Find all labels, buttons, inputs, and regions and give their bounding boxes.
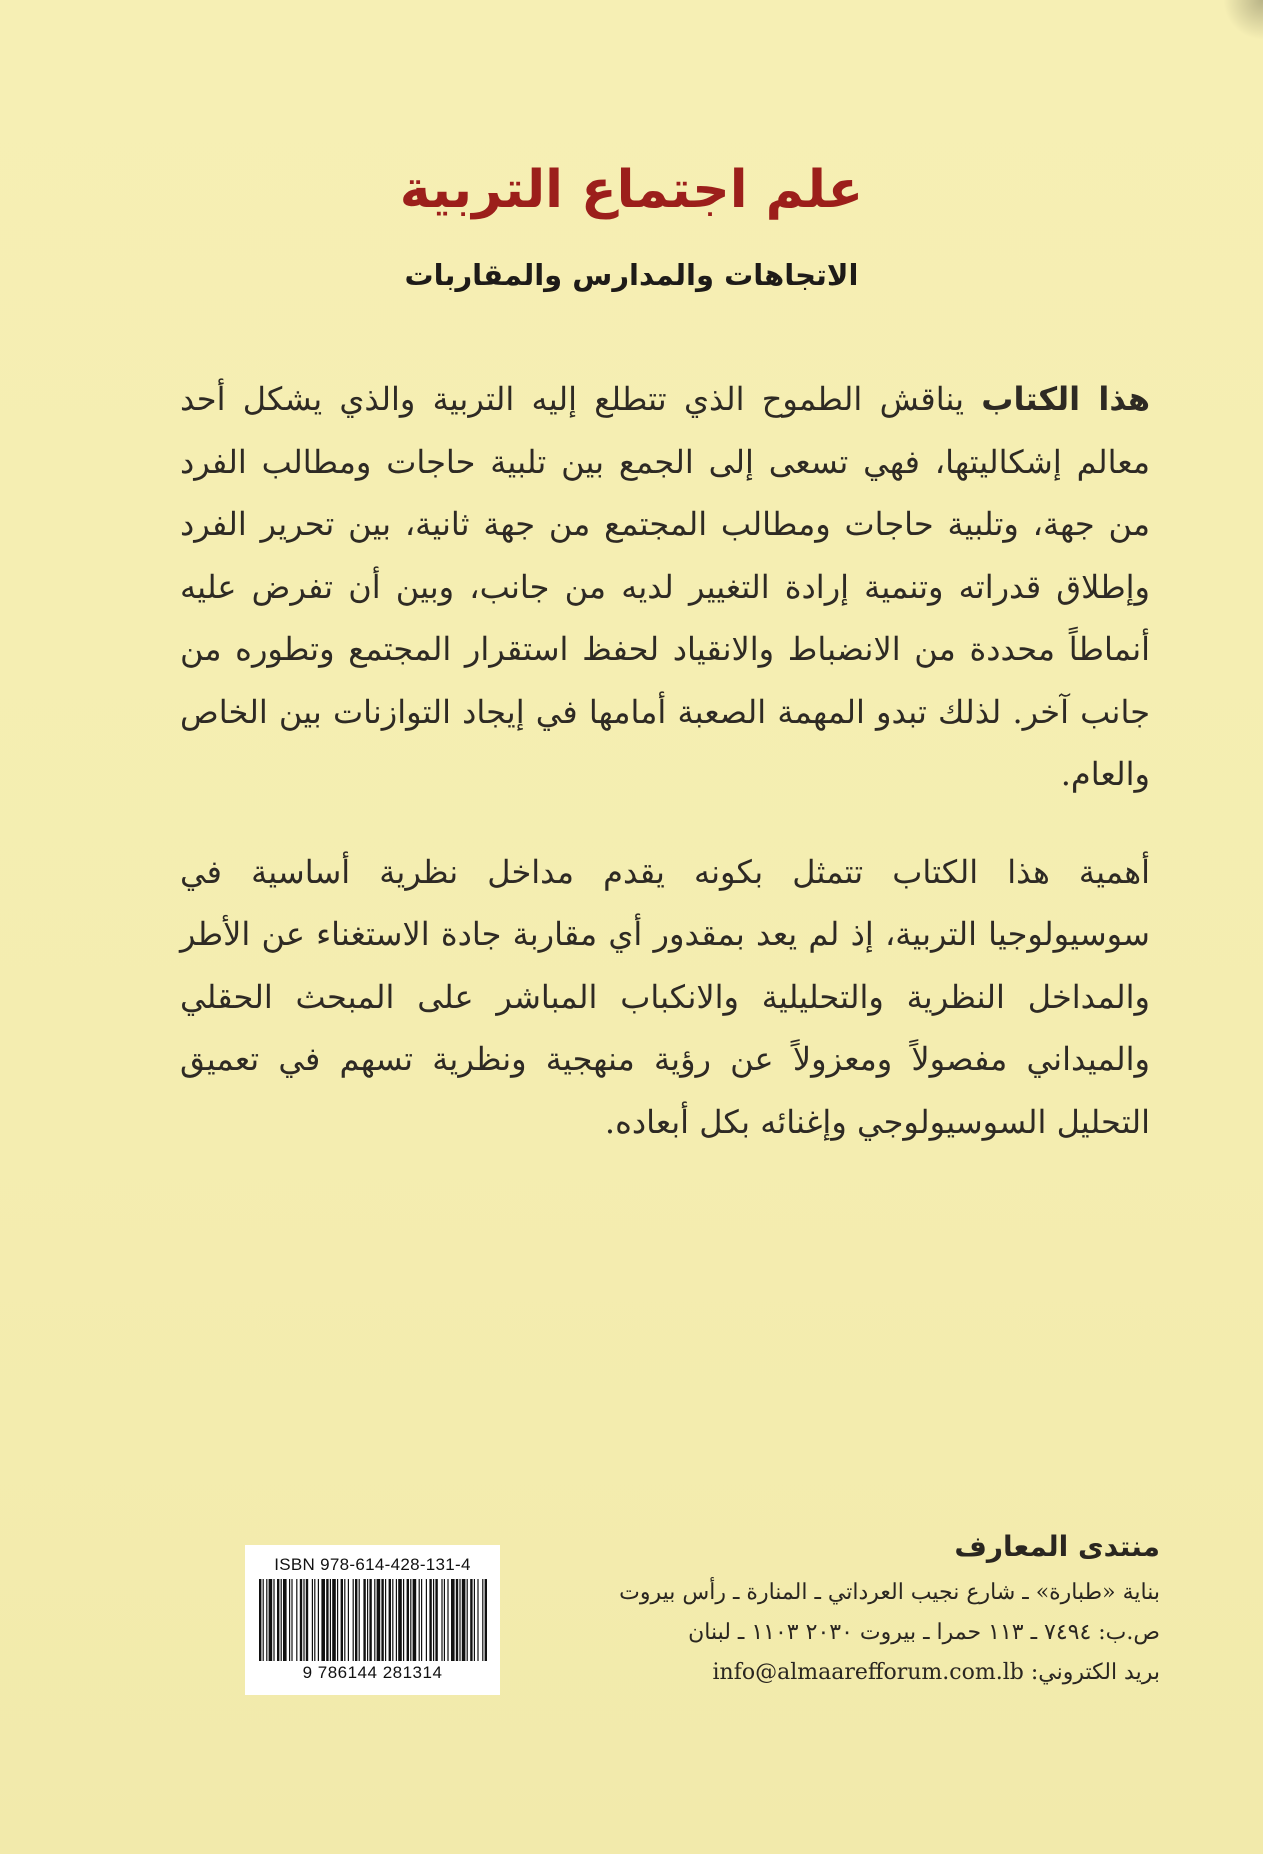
barcode-bar [396, 1579, 397, 1661]
barcode-bar [381, 1579, 383, 1661]
barcode-bar [359, 1579, 360, 1661]
barcode-bar [283, 1579, 287, 1661]
barcode-bar [344, 1579, 345, 1661]
barcode-bar [410, 1579, 411, 1661]
barcode-bar [318, 1579, 319, 1661]
publisher-name: منتدى المعارف [954, 1530, 1160, 1563]
barcode-bar [312, 1579, 313, 1661]
barcode-bar [441, 1579, 442, 1661]
barcode-bar [474, 1579, 475, 1661]
barcode-bar [392, 1579, 393, 1661]
barcode-bar [296, 1579, 297, 1661]
barcode-bar [266, 1579, 267, 1661]
isbn-label: ISBN 978-614-428-131-4 [274, 1555, 471, 1574]
barcode-bar [447, 1579, 448, 1661]
book-title: علم اجتماع التربية [399, 160, 864, 220]
barcode-digits: 9 786144 281314 [302, 1663, 443, 1682]
barcode-bar [421, 1579, 422, 1661]
barcode-bar [289, 1579, 290, 1661]
barcode-bar [348, 1579, 349, 1661]
barcode-bar [377, 1579, 381, 1661]
blurb-paragraph-1-text: يناقش الطموح الذي تتطلع إليه التربية والذي يشكل أحد معالم إشكاليتها، فهي تسعى إلى الجمع بين تلبية حاجات ومطالب الفرد من جهة، وتلبية حاجات ومطالب المجتمع من جهة ثانية، بين تحرير الفرد وإطلاق قدراته وتنمية إرادة التغيير لديه من جانب، وبين أن تفرض عليه أنماطاً محددة من الانضباط والانقياد لحفظ استقرار المجتمع وتطوره من جانب آخر. لذلك تبدو المهمة الصعبة أمامها في إيجاد التوازنات بين الخاص والعام. [180, 380, 1151, 793]
barcode-bar [332, 1579, 336, 1661]
publisher-info [590, 1530, 1160, 1693]
barcode-bar [369, 1579, 371, 1661]
publisher-pobox: ص.ب: ٧٤٩٤ ـ ١١٣ حمرا ـ بيروت ٢٠٣٠ ١١٠٣ ـ لبنان [688, 1620, 1160, 1645]
barcode-bar [306, 1579, 308, 1661]
barcode-bar [407, 1579, 409, 1661]
barcode-bar [273, 1579, 274, 1661]
barcode-bar [326, 1579, 328, 1661]
barcode-bar [314, 1579, 315, 1661]
blurb [180, 368, 1150, 1188]
barcode-bar [291, 1579, 292, 1661]
barcode-bar [281, 1579, 282, 1661]
barcode-bar [398, 1579, 402, 1661]
barcode-bar [321, 1579, 325, 1661]
barcode-bars [257, 1579, 488, 1661]
barcode-bar [482, 1579, 483, 1661]
barcode-bar [389, 1579, 391, 1661]
publisher-address: بناية «طبارة» ـ شارع نجيب العرداتي ـ المنارة ـ رأس بيروت [619, 1580, 1160, 1605]
barcode [245, 1545, 500, 1695]
barcode-bar [419, 1579, 420, 1661]
barcode-bar [477, 1579, 478, 1661]
barcode-bar [259, 1579, 261, 1661]
book-subtitle: الاتجاهات والمدارس والمقاربات [404, 258, 859, 292]
barcode-bar [470, 1579, 472, 1661]
barcode-bar [355, 1579, 357, 1661]
barcode-bar [403, 1579, 404, 1661]
blurb-lead: هذا الكتاب [981, 380, 1151, 418]
publisher-email-row [590, 1653, 1160, 1693]
barcode-bar [303, 1579, 304, 1661]
barcode-bar [385, 1579, 386, 1661]
barcode-bar [429, 1579, 431, 1661]
barcode-bar [363, 1579, 365, 1661]
barcode-bar [300, 1579, 302, 1661]
barcode-bar [462, 1579, 466, 1661]
barcode-bar [485, 1579, 487, 1661]
barcode-bar [341, 1579, 343, 1661]
barcode-bar [277, 1579, 279, 1661]
barcode-bar [367, 1579, 368, 1661]
barcode-bar [330, 1579, 331, 1661]
barcode-bar [433, 1579, 434, 1661]
barcode-bar [444, 1579, 445, 1661]
corner-shadow [1223, 0, 1263, 40]
barcode-bar [456, 1579, 458, 1661]
barcode-bar [269, 1579, 273, 1661]
barcode-bar [353, 1579, 354, 1661]
barcode-bar [435, 1579, 437, 1661]
barcode-bar [263, 1579, 264, 1661]
barcode-bar [413, 1579, 417, 1661]
email-label: بريد الكتروني: [1023, 1660, 1160, 1685]
barcode-bar [426, 1579, 427, 1661]
barcode-bar [337, 1579, 338, 1661]
barcode-bar [459, 1579, 460, 1661]
barcode-bar [451, 1579, 455, 1661]
publisher-email[interactable]: info@almaarefforum.com.lb [712, 1660, 1024, 1685]
barcode-bar [467, 1579, 468, 1661]
barcode-bar [374, 1579, 375, 1661]
blurb-paragraph-1 [180, 368, 1150, 806]
blurb-paragraph-2: أهمية هذا الكتاب تتمثل بكونه يقدم مداخل نظرية أساسية في سوسيولوجيا التربية، إذ لم يعد بمقدور أي مقاربة جادة الاستغناء عن الأطر والمداخل النظرية والتحليلية والانكباب المباشر على المبحث الحقلي والميداني مفصولاً ومعزولاً عن رؤية منهجية ونظرية تسهم في تعميق التحليل السوسيولوجي وإغنائه بكل أبعاده. [180, 852, 1151, 1141]
